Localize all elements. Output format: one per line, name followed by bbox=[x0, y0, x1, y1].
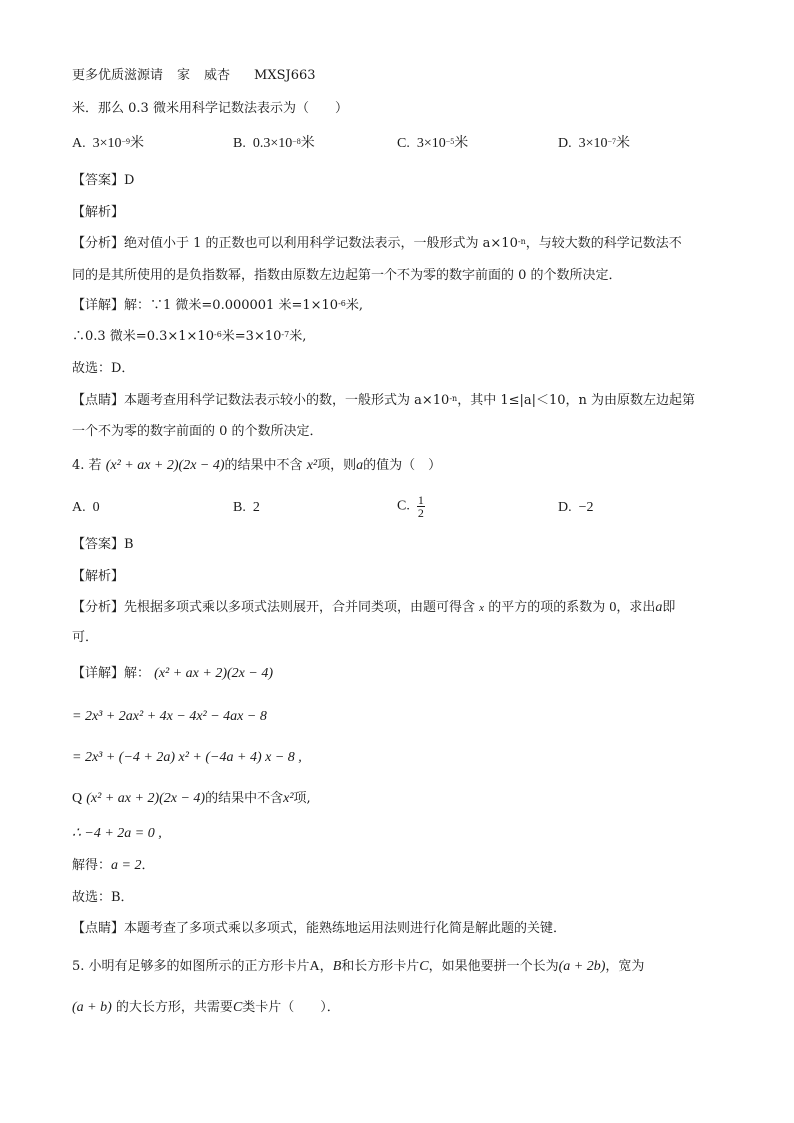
text: 的值为（ ） bbox=[363, 458, 442, 473]
q3-option-c bbox=[397, 134, 468, 154]
q4-stem bbox=[72, 456, 441, 476]
option-label: B. bbox=[233, 136, 246, 151]
text: 类卡片（ ）． bbox=[242, 1000, 340, 1015]
header-text-1: 更多优质滋源请 bbox=[72, 68, 164, 83]
option-coef: 3×10 bbox=[416, 136, 446, 151]
variable: x² bbox=[306, 458, 318, 473]
text: 项，则 bbox=[317, 458, 357, 473]
exponent: -6 bbox=[338, 299, 346, 308]
option-label: C. bbox=[397, 136, 410, 151]
exponent: -n bbox=[517, 237, 526, 246]
option-exp: −5 bbox=[445, 137, 455, 146]
q4-option-d bbox=[558, 498, 594, 518]
q4-step1: = 2x³ + 2ax² + 4x − 4x² − 4ax − 8 bbox=[72, 709, 267, 724]
exponent: -7 bbox=[281, 330, 290, 339]
q3-stem: 米．那么 0.3 微米用科学记数法表示为（ ） bbox=[72, 101, 348, 116]
q3-dianjing-line1 bbox=[72, 391, 695, 411]
option-exp: −7 bbox=[607, 137, 617, 146]
q4-dianjing: 【点睛】本题考查了多项式乘以多项式，能熟练地运用法则进行化简是解此题的关键． bbox=[72, 921, 567, 936]
q4-answer: 【答案】B bbox=[72, 537, 134, 552]
q3-option-a bbox=[72, 134, 144, 154]
variable: B bbox=[332, 959, 342, 974]
option-value: 0 bbox=[92, 500, 100, 515]
q3-answer: 【答案】D bbox=[72, 173, 135, 188]
text: ，如果他要拼一个长为 bbox=[428, 959, 559, 974]
text: 米, bbox=[289, 329, 307, 344]
exponent: -6 bbox=[213, 330, 222, 339]
q3-fenxi-line1 bbox=[72, 234, 682, 254]
variable: x bbox=[479, 602, 485, 614]
text: 解得： bbox=[72, 858, 112, 873]
text: 的结果中不含 bbox=[224, 458, 303, 473]
option-unit: 米 bbox=[130, 136, 145, 151]
text: ，宽为 bbox=[605, 959, 645, 974]
variable: C bbox=[419, 959, 429, 974]
q5-line2 bbox=[72, 998, 340, 1018]
variable: A bbox=[309, 959, 320, 974]
page-header bbox=[72, 66, 330, 86]
option-coef: 0.3×10 bbox=[252, 136, 293, 151]
equation: a = 2 bbox=[111, 858, 142, 873]
text: ，其中 1≤|a|＜10，n 为由原数左边起第 bbox=[457, 393, 696, 408]
option-label: A. bbox=[72, 500, 86, 515]
q4-step4: ∴ −4 + 2a = 0 , bbox=[72, 826, 162, 841]
option-coef: 3×10 bbox=[92, 136, 122, 151]
option-label: A. bbox=[72, 136, 86, 151]
q4-fenxi-line1 bbox=[72, 598, 675, 618]
q4-fenxi-line2: 可． bbox=[72, 630, 99, 645]
text: 【分析】先根据多项式乘以多项式法则展开，合并同类项，由题可得含 bbox=[72, 600, 476, 615]
option-unit: 米 bbox=[454, 136, 469, 151]
q4-option-a bbox=[72, 498, 100, 518]
option-value: 2 bbox=[252, 500, 260, 515]
option-unit: 米 bbox=[300, 136, 315, 151]
q3-analysis-title: 【解析】 bbox=[72, 205, 125, 220]
expression: (x² + ax + 2)(2x − 4) bbox=[86, 791, 206, 806]
q4-option-c bbox=[397, 494, 425, 519]
q3-choose: 故选：D． bbox=[72, 361, 135, 376]
option-label: D. bbox=[558, 136, 572, 151]
number: 0 bbox=[609, 600, 617, 615]
option-label: D. bbox=[558, 500, 572, 515]
q4-analysis-title: 【解析】 bbox=[72, 569, 125, 584]
text: ，求出 bbox=[616, 600, 656, 615]
option-coef: 3×10 bbox=[578, 136, 608, 151]
q4-option-b bbox=[233, 498, 260, 518]
text: 5. 小明有足够多的如图所示的正方形卡片 bbox=[72, 959, 310, 974]
q4-step2: = 2x³ + (−4 + 2a) x² + (−4a + 4) x − 8 , bbox=[72, 750, 302, 765]
text: 米=3×10 bbox=[221, 329, 282, 344]
variable: x² bbox=[283, 791, 294, 806]
option-value: −2 bbox=[578, 500, 594, 515]
variable: a bbox=[356, 458, 364, 473]
expression: (x² + ax + 2)(2x − 4) bbox=[105, 458, 225, 473]
text: 的结果中不含 bbox=[205, 791, 284, 806]
text: ， bbox=[319, 959, 333, 974]
exponent: -n bbox=[449, 394, 458, 403]
option-label: B. bbox=[233, 500, 246, 515]
q3-calc bbox=[72, 327, 306, 347]
text: 米, bbox=[345, 298, 363, 313]
text: ，与较大数的科学记数法不 bbox=[525, 236, 682, 251]
q4-step3 bbox=[72, 789, 311, 809]
variable: a bbox=[655, 600, 663, 615]
option-exp: −8 bbox=[292, 137, 301, 146]
numerator: 1 bbox=[417, 493, 424, 507]
text: 的平方的项的系数为 bbox=[488, 600, 606, 615]
text: 即 bbox=[662, 600, 676, 615]
denominator: 2 bbox=[417, 506, 424, 520]
text: 项, bbox=[293, 791, 311, 806]
header-text-4: MXSJ663 bbox=[254, 68, 316, 83]
q4-choose: 故选：B． bbox=[72, 890, 134, 905]
text: 4. 若 bbox=[72, 458, 102, 473]
text: 【分析】绝对值小于 1 的正数也可以利用科学记数法表示，一般形式为 a×10 bbox=[72, 236, 518, 251]
text: 和长方形卡片 bbox=[341, 959, 420, 974]
q3-option-b bbox=[233, 134, 315, 154]
q4-step5 bbox=[72, 856, 154, 876]
text: ∴0.3 微米=0.3×1×10 bbox=[72, 329, 214, 344]
expression: (a + b) bbox=[72, 1000, 112, 1015]
q3-option-d bbox=[558, 134, 630, 154]
text: 【详解】解：∵1 微米=0.000001 米=1×10 bbox=[72, 298, 339, 313]
option-label: C. bbox=[397, 498, 410, 514]
option-exp: −9 bbox=[121, 137, 131, 146]
text: ． bbox=[141, 858, 155, 873]
because-symbol: Q bbox=[72, 791, 83, 806]
variable: C bbox=[232, 1000, 243, 1015]
header-text-2: 家 bbox=[177, 68, 191, 83]
fraction bbox=[417, 494, 425, 519]
q3-fenxi-line2: 同的是其所使用的是负指数幂，指数由原数左边起第一个不为零的数字前面的 0 的个数所决定． bbox=[72, 268, 622, 283]
q3-xiangjie bbox=[72, 296, 363, 316]
expression: (x² + ax + 2)(2x − 4) bbox=[154, 666, 273, 681]
q4-xiangjie bbox=[72, 664, 273, 684]
header-text-3: 威杏 bbox=[204, 68, 231, 83]
expression: (a + 2b) bbox=[558, 959, 606, 974]
text: 【详解】解： bbox=[72, 666, 151, 681]
text: 【点睛】本题考查用科学记数法表示较小的数，一般形式为 a×10 bbox=[72, 393, 450, 408]
q5-line1 bbox=[72, 957, 644, 977]
text: 的大长方形，共需要 bbox=[115, 1000, 233, 1015]
q3-dianjing-line2: 一个不为零的数字前面的 0 的个数所决定． bbox=[72, 424, 323, 439]
option-unit: 米 bbox=[616, 136, 631, 151]
